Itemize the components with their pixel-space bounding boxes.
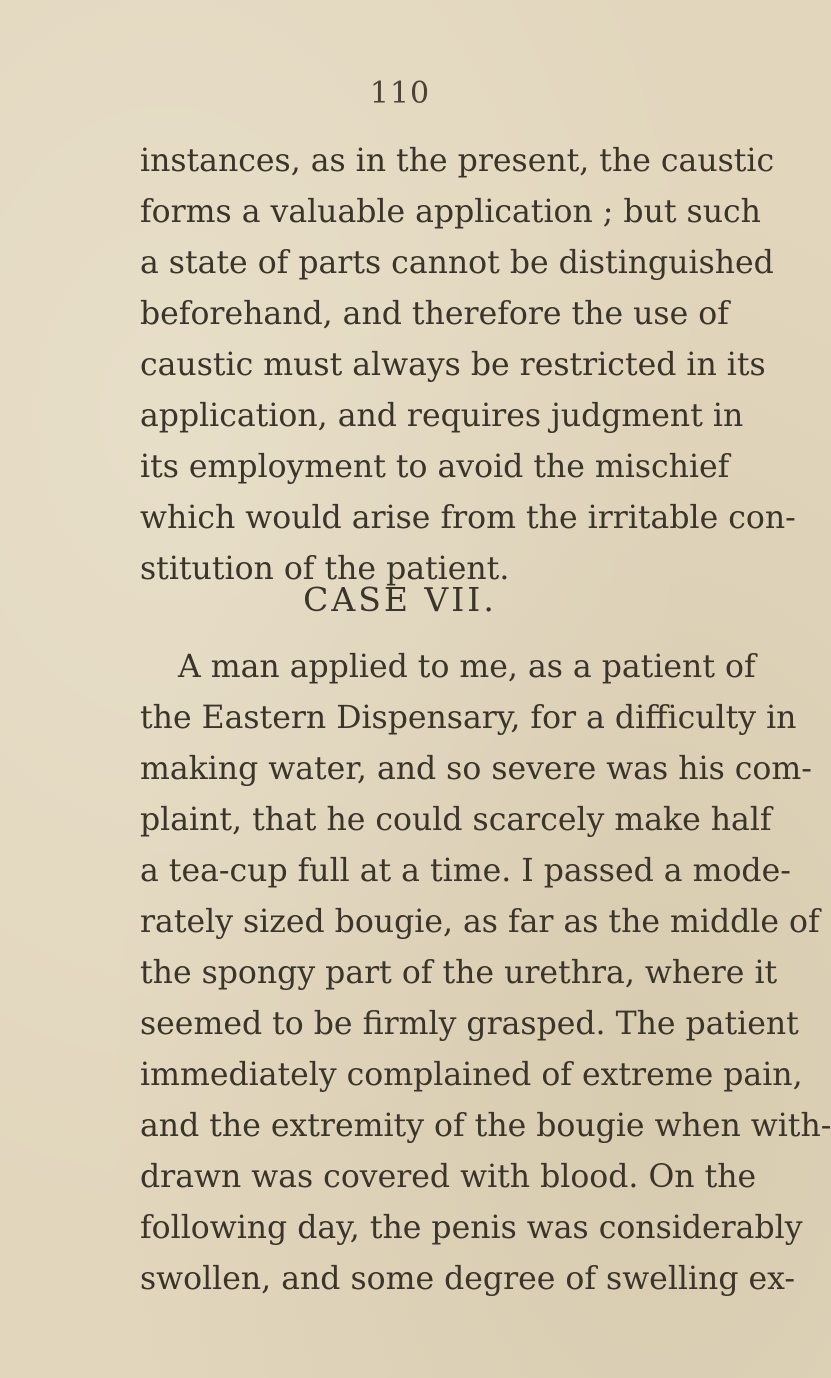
text-line: caustic must always be restricted in its <box>140 347 766 383</box>
text-line: making water, and so severe was his com- <box>140 751 812 787</box>
text-line: forms a valuable application ; but such <box>140 194 761 230</box>
text-line: a state of parts cannot be distinguished <box>140 245 774 281</box>
paragraph-1 <box>140 136 796 595</box>
paragraph-2 <box>140 642 831 1305</box>
page-number: 110 <box>369 76 431 111</box>
text-line: its employment to avoid the mischief <box>140 449 730 485</box>
text-line: a tea-cup full at a time. I passed a mode- <box>140 853 791 889</box>
text-line: instances, as in the present, the caustic <box>140 143 775 179</box>
text-line: rately sized bougie, as far as the middle of <box>140 904 820 940</box>
text-line: application, and requires judgment in <box>140 398 744 434</box>
case-heading: CASE VII. <box>303 580 497 619</box>
text-line: A man applied to me, as a patient of <box>178 649 756 685</box>
text-line: following day, the penis was considerably <box>140 1210 803 1246</box>
text-line: which would arise from the irritable con- <box>140 500 796 536</box>
text-line: immediately complained of extreme pain, <box>140 1057 803 1093</box>
text-line: stitution of the patient. <box>140 551 510 587</box>
text-line: the Eastern Dispensary, for a difficulty in <box>140 700 797 736</box>
text-line: seemed to be firmly grasped. The patient <box>140 1006 799 1042</box>
text-line: swollen, and some degree of swelling ex- <box>140 1261 796 1297</box>
text-line: and the extremity of the bougie when with- <box>140 1108 831 1144</box>
text-line: plaint, that he could scarcely make half <box>140 802 772 838</box>
text-line: beforehand, and therefore the use of <box>140 296 729 332</box>
text-line: the spongy part of the urethra, where it <box>140 955 778 991</box>
text-line: drawn was covered with blood. On the <box>140 1159 757 1195</box>
